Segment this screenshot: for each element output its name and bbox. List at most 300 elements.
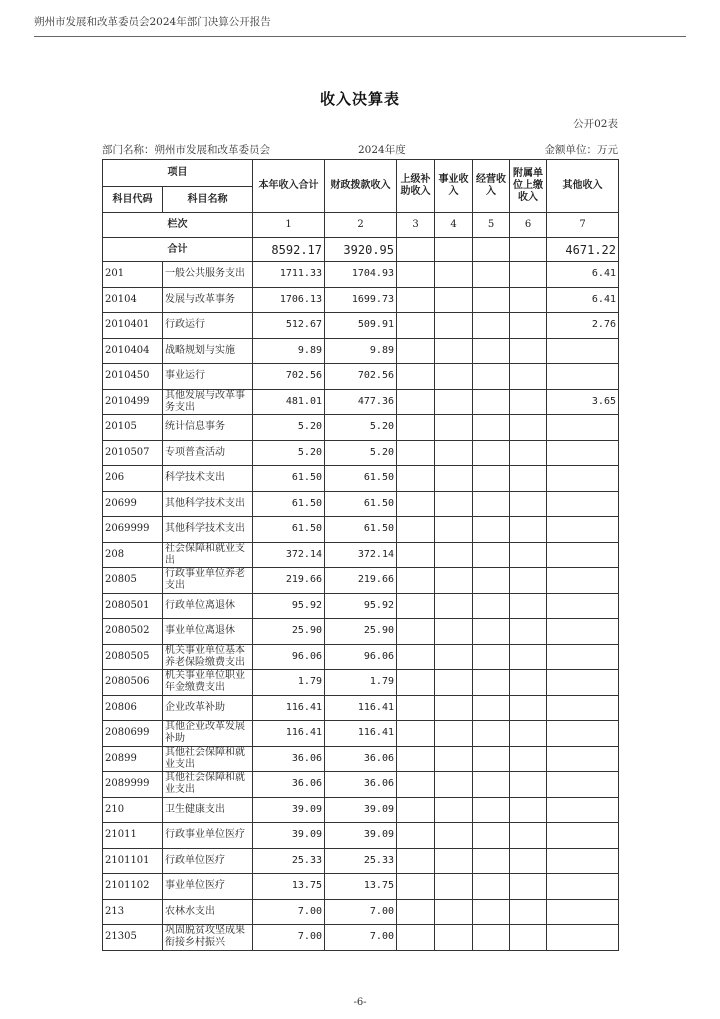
amount-cell	[435, 797, 473, 823]
amount-cell	[547, 644, 619, 670]
amount-cell: 39.09	[325, 823, 397, 849]
amount-cell	[397, 695, 435, 721]
amount-cell	[397, 287, 435, 313]
other-header: 其他收入	[547, 160, 619, 213]
amount-cell: 5.20	[253, 440, 325, 466]
amount-cell	[435, 899, 473, 925]
amount-cell	[397, 772, 435, 798]
amount-cell	[547, 542, 619, 568]
amount-cell	[435, 389, 473, 415]
amount-cell	[473, 338, 510, 364]
header-divider	[34, 36, 686, 37]
amount-cell: 95.92	[253, 593, 325, 619]
subject-name: 事业运行	[163, 364, 253, 390]
amount-cell	[547, 899, 619, 925]
subject-code: 2080699	[103, 721, 163, 747]
amount-cell: 7.00	[325, 925, 397, 951]
amount-cell	[547, 721, 619, 747]
amount-cell	[473, 517, 510, 543]
item-header: 项目	[103, 160, 253, 187]
subject-code: 208	[103, 542, 163, 568]
amount-cell: 5.20	[253, 415, 325, 441]
amount-cell: 96.06	[325, 644, 397, 670]
amount-cell	[473, 746, 510, 772]
table-row	[103, 313, 619, 339]
page-number: -6-	[353, 997, 367, 1008]
amount-cell: 7.00	[253, 899, 325, 925]
table-row	[103, 440, 619, 466]
amount-cell	[473, 440, 510, 466]
amount-cell	[397, 848, 435, 874]
amount-cell	[435, 491, 473, 517]
amount-cell	[473, 491, 510, 517]
amount-cell	[473, 262, 510, 288]
amount-cell: 39.09	[253, 823, 325, 849]
amount-cell: 36.06	[253, 772, 325, 798]
amount-cell	[510, 491, 547, 517]
amount-cell	[547, 772, 619, 798]
amount-cell	[473, 848, 510, 874]
amount-cell: 116.41	[253, 695, 325, 721]
amount-cell	[435, 466, 473, 492]
amount-cell: 372.14	[325, 542, 397, 568]
subject-name: 机关事业单位基本养老保险缴费支出	[163, 644, 253, 670]
amount-cell	[510, 466, 547, 492]
amount-cell: 116.41	[253, 721, 325, 747]
amount-cell: 3.65	[547, 389, 619, 415]
amount-cell: 13.75	[325, 874, 397, 900]
amount-cell: 481.01	[253, 389, 325, 415]
amount-cell	[397, 823, 435, 849]
amount-cell	[510, 440, 547, 466]
superior-header: 上级补助收入	[397, 160, 435, 213]
amount-cell	[397, 466, 435, 492]
amount-cell	[397, 874, 435, 900]
amount-cell	[397, 593, 435, 619]
amount-cell	[510, 925, 547, 951]
amount-cell: 477.36	[325, 389, 397, 415]
subject-code: 20699	[103, 491, 163, 517]
amount-cell	[397, 491, 435, 517]
table-row	[103, 721, 619, 747]
amount-cell: 219.66	[325, 568, 397, 594]
amount-cell: 61.50	[253, 466, 325, 492]
amount-cell: 116.41	[325, 695, 397, 721]
table-row	[103, 797, 619, 823]
amount-cell: 5.20	[325, 415, 397, 441]
subject-code: 2010401	[103, 313, 163, 339]
amount-cell	[397, 338, 435, 364]
subject-code: 2080505	[103, 644, 163, 670]
amount-cell	[473, 874, 510, 900]
amount-cell: 9.89	[325, 338, 397, 364]
subject-name: 社会保障和就业支出	[163, 542, 253, 568]
subject-code: 20104	[103, 287, 163, 313]
code-header: 科目代码	[103, 187, 163, 213]
amount-cell	[510, 262, 547, 288]
table-row	[103, 874, 619, 900]
subject-code: 2101102	[103, 874, 163, 900]
amount-cell: 39.09	[325, 797, 397, 823]
table-row	[103, 568, 619, 594]
amount-cell: 1706.13	[253, 287, 325, 313]
department-name: 部门名称：朔州市发展和改革委员会	[102, 144, 270, 156]
amount-cell: 6.41	[547, 262, 619, 288]
subject-name: 事业单位医疗	[163, 874, 253, 900]
fiscal-year: 2024年度	[358, 144, 406, 156]
total-cell: 3920.95	[325, 238, 397, 262]
amount-cell	[473, 593, 510, 619]
table-row	[103, 593, 619, 619]
amount-cell	[473, 364, 510, 390]
table-row	[103, 338, 619, 364]
amount-cell: 1704.93	[325, 262, 397, 288]
subject-code: 2080506	[103, 670, 163, 696]
amount-cell	[435, 925, 473, 951]
amount-cell: 25.90	[253, 619, 325, 645]
amount-cell	[510, 287, 547, 313]
amount-cell: 61.50	[325, 517, 397, 543]
amount-cell	[547, 364, 619, 390]
amount-cell	[510, 772, 547, 798]
amount-cell: 25.90	[325, 619, 397, 645]
table-row	[103, 644, 619, 670]
subject-name: 行政事业单位医疗	[163, 823, 253, 849]
column-number: 5	[473, 213, 510, 238]
amount-cell	[397, 440, 435, 466]
amount-cell	[510, 746, 547, 772]
column-number-label: 栏次	[103, 213, 253, 238]
column-number: 1	[253, 213, 325, 238]
total-cell	[397, 238, 435, 262]
amount-cell	[435, 874, 473, 900]
table-row	[103, 670, 619, 696]
amount-cell	[510, 721, 547, 747]
subject-name: 其他发展与改革事务支出	[163, 389, 253, 415]
amount-cell	[547, 517, 619, 543]
subject-name: 行政运行	[163, 313, 253, 339]
amount-cell: 1711.33	[253, 262, 325, 288]
subject-code: 20899	[103, 746, 163, 772]
table-row	[103, 542, 619, 568]
amount-cell	[473, 542, 510, 568]
subject-name: 其他企业改革发展补助	[163, 721, 253, 747]
subject-code: 2080501	[103, 593, 163, 619]
amount-cell	[397, 721, 435, 747]
subject-name: 其他科学技术支出	[163, 517, 253, 543]
amount-cell: 7.00	[325, 899, 397, 925]
amount-cell: 61.50	[325, 491, 397, 517]
subject-name: 事业单位离退休	[163, 619, 253, 645]
table-row	[103, 389, 619, 415]
amount-cell: 25.33	[253, 848, 325, 874]
amount-cell	[435, 542, 473, 568]
amount-cell: 512.67	[253, 313, 325, 339]
amount-cell	[547, 593, 619, 619]
amount-cell	[547, 568, 619, 594]
subject-name: 其他社会保障和就业支出	[163, 772, 253, 798]
amount-cell: 7.00	[253, 925, 325, 951]
amount-cell	[547, 466, 619, 492]
business-header: 事业收入	[435, 160, 473, 213]
total-income-header: 本年收入合计	[253, 160, 325, 213]
total-cell: 8592.17	[253, 238, 325, 262]
table-row	[103, 746, 619, 772]
amount-cell	[547, 491, 619, 517]
document-header: 朔州市发展和改革委员会2024年部门决算公开报告	[34, 16, 271, 28]
subject-code: 2010450	[103, 364, 163, 390]
amount-cell: 36.06	[253, 746, 325, 772]
amount-cell: 1699.73	[325, 287, 397, 313]
subject-code: 213	[103, 899, 163, 925]
amount-cell: 9.89	[253, 338, 325, 364]
amount-cell	[435, 313, 473, 339]
amount-cell	[397, 517, 435, 543]
column-number: 6	[510, 213, 547, 238]
amount-cell	[397, 313, 435, 339]
amount-cell	[435, 619, 473, 645]
table-row	[103, 364, 619, 390]
amount-cell	[510, 313, 547, 339]
total-cell	[435, 238, 473, 262]
amount-cell	[397, 644, 435, 670]
subject-name: 科学技术支出	[163, 466, 253, 492]
amount-cell	[435, 746, 473, 772]
name-header: 科目名称	[163, 187, 253, 213]
subject-name: 机关事业单位职业年金缴费支出	[163, 670, 253, 696]
subject-name: 巩固脱贫攻坚成果衔接乡村振兴	[163, 925, 253, 951]
amount-cell	[473, 772, 510, 798]
table-row	[103, 517, 619, 543]
total-cell	[510, 238, 547, 262]
amount-cell	[473, 619, 510, 645]
subject-code: 206	[103, 466, 163, 492]
amount-cell	[397, 568, 435, 594]
table-row	[103, 466, 619, 492]
amount-cell	[547, 338, 619, 364]
amount-cell	[435, 848, 473, 874]
amount-cell	[435, 287, 473, 313]
subject-name: 行政事业单位养老支出	[163, 568, 253, 594]
amount-cell	[435, 415, 473, 441]
amount-cell	[510, 389, 547, 415]
amount-cell: 36.06	[325, 772, 397, 798]
amount-cell	[510, 415, 547, 441]
amount-cell	[473, 721, 510, 747]
total-row	[103, 238, 619, 262]
subject-code: 21305	[103, 925, 163, 951]
amount-unit: 金额单位：万元	[544, 144, 618, 156]
amount-cell	[473, 644, 510, 670]
amount-cell	[397, 797, 435, 823]
amount-cell	[397, 542, 435, 568]
amount-cell	[510, 797, 547, 823]
subject-code: 2089999	[103, 772, 163, 798]
amount-cell	[397, 746, 435, 772]
amount-cell	[510, 517, 547, 543]
amount-cell	[397, 262, 435, 288]
amount-cell: 36.06	[325, 746, 397, 772]
subject-name: 专项普查活动	[163, 440, 253, 466]
amount-cell	[547, 670, 619, 696]
amount-cell	[547, 415, 619, 441]
total-cell	[473, 238, 510, 262]
amount-cell	[473, 670, 510, 696]
amount-cell	[435, 772, 473, 798]
amount-cell	[510, 670, 547, 696]
subject-code: 20105	[103, 415, 163, 441]
amount-cell	[510, 593, 547, 619]
subject-name: 企业改革补助	[163, 695, 253, 721]
subject-code: 2010499	[103, 389, 163, 415]
subject-code: 2010404	[103, 338, 163, 364]
amount-cell: 509.91	[325, 313, 397, 339]
amount-cell	[473, 287, 510, 313]
affiliated-header: 附属单位上缴收入	[510, 160, 547, 213]
amount-cell	[473, 415, 510, 441]
report-title: 收入决算表	[319, 90, 400, 108]
table-row	[103, 287, 619, 313]
amount-cell	[473, 823, 510, 849]
amount-cell	[397, 415, 435, 441]
column-number: 4	[435, 213, 473, 238]
amount-cell	[435, 593, 473, 619]
amount-cell: 5.20	[325, 440, 397, 466]
amount-cell: 702.56	[253, 364, 325, 390]
total-label: 合计	[103, 238, 253, 262]
amount-cell	[397, 389, 435, 415]
table-row	[103, 848, 619, 874]
amount-cell: 61.50	[253, 517, 325, 543]
subject-code: 20805	[103, 568, 163, 594]
amount-cell	[510, 695, 547, 721]
amount-cell	[435, 262, 473, 288]
amount-cell	[547, 440, 619, 466]
subject-code: 21011	[103, 823, 163, 849]
amount-cell: 39.09	[253, 797, 325, 823]
amount-cell	[473, 568, 510, 594]
fiscal-header: 财政拨款收入	[325, 160, 397, 213]
table-row	[103, 772, 619, 798]
amount-cell	[547, 695, 619, 721]
amount-cell: 96.06	[253, 644, 325, 670]
amount-cell	[510, 364, 547, 390]
column-number: 3	[397, 213, 435, 238]
column-number: 2	[325, 213, 397, 238]
subject-code: 2069999	[103, 517, 163, 543]
amount-cell	[510, 874, 547, 900]
amount-cell	[510, 823, 547, 849]
amount-cell: 116.41	[325, 721, 397, 747]
amount-cell	[547, 823, 619, 849]
amount-cell	[547, 746, 619, 772]
amount-cell	[510, 644, 547, 670]
form-number: 公开02表	[573, 118, 618, 130]
subject-code: 210	[103, 797, 163, 823]
amount-cell	[510, 619, 547, 645]
amount-cell: 95.92	[325, 593, 397, 619]
subject-name: 统计信息事务	[163, 415, 253, 441]
amount-cell	[473, 899, 510, 925]
amount-cell	[473, 389, 510, 415]
amount-cell	[435, 670, 473, 696]
amount-cell	[473, 466, 510, 492]
income-table	[102, 159, 619, 951]
subject-name: 农林水支出	[163, 899, 253, 925]
amount-cell	[397, 899, 435, 925]
subject-name: 卫生健康支出	[163, 797, 253, 823]
subject-name: 发展与改革事务	[163, 287, 253, 313]
subject-name: 一般公共服务支出	[163, 262, 253, 288]
amount-cell	[510, 338, 547, 364]
subject-name: 行政单位医疗	[163, 848, 253, 874]
amount-cell	[510, 542, 547, 568]
amount-cell	[547, 619, 619, 645]
amount-cell: 702.56	[325, 364, 397, 390]
table-row	[103, 823, 619, 849]
subject-name: 其他科学技术支出	[163, 491, 253, 517]
amount-cell	[473, 313, 510, 339]
amount-cell	[435, 568, 473, 594]
amount-cell	[510, 568, 547, 594]
subject-name: 其他社会保障和就业支出	[163, 746, 253, 772]
amount-cell: 1.79	[253, 670, 325, 696]
subject-name: 战略规划与实施	[163, 338, 253, 364]
amount-cell: 372.14	[253, 542, 325, 568]
subject-name: 行政单位离退休	[163, 593, 253, 619]
amount-cell	[547, 797, 619, 823]
amount-cell	[435, 721, 473, 747]
amount-cell	[435, 517, 473, 543]
amount-cell: 61.50	[253, 491, 325, 517]
subject-code: 2101101	[103, 848, 163, 874]
amount-cell	[397, 619, 435, 645]
table-row	[103, 925, 619, 951]
amount-cell	[547, 925, 619, 951]
amount-cell: 25.33	[325, 848, 397, 874]
table-row	[103, 619, 619, 645]
subject-code: 2010507	[103, 440, 163, 466]
amount-cell	[435, 644, 473, 670]
amount-cell	[547, 848, 619, 874]
amount-cell	[510, 848, 547, 874]
table-row	[103, 262, 619, 288]
amount-cell: 1.79	[325, 670, 397, 696]
table-row	[103, 899, 619, 925]
operating-header: 经营收入	[473, 160, 510, 213]
table-row	[103, 415, 619, 441]
amount-cell: 6.41	[547, 287, 619, 313]
amount-cell: 61.50	[325, 466, 397, 492]
amount-cell	[435, 338, 473, 364]
table-row	[103, 491, 619, 517]
amount-cell: 2.76	[547, 313, 619, 339]
subject-code: 2080502	[103, 619, 163, 645]
amount-cell	[397, 925, 435, 951]
amount-cell	[435, 364, 473, 390]
amount-cell: 13.75	[253, 874, 325, 900]
amount-cell	[473, 797, 510, 823]
amount-cell	[510, 899, 547, 925]
table-row	[103, 695, 619, 721]
amount-cell	[473, 925, 510, 951]
amount-cell	[435, 823, 473, 849]
amount-cell	[397, 670, 435, 696]
total-cell: 4671.22	[547, 238, 619, 262]
column-number-row	[103, 213, 619, 238]
amount-cell	[473, 695, 510, 721]
amount-cell	[435, 440, 473, 466]
